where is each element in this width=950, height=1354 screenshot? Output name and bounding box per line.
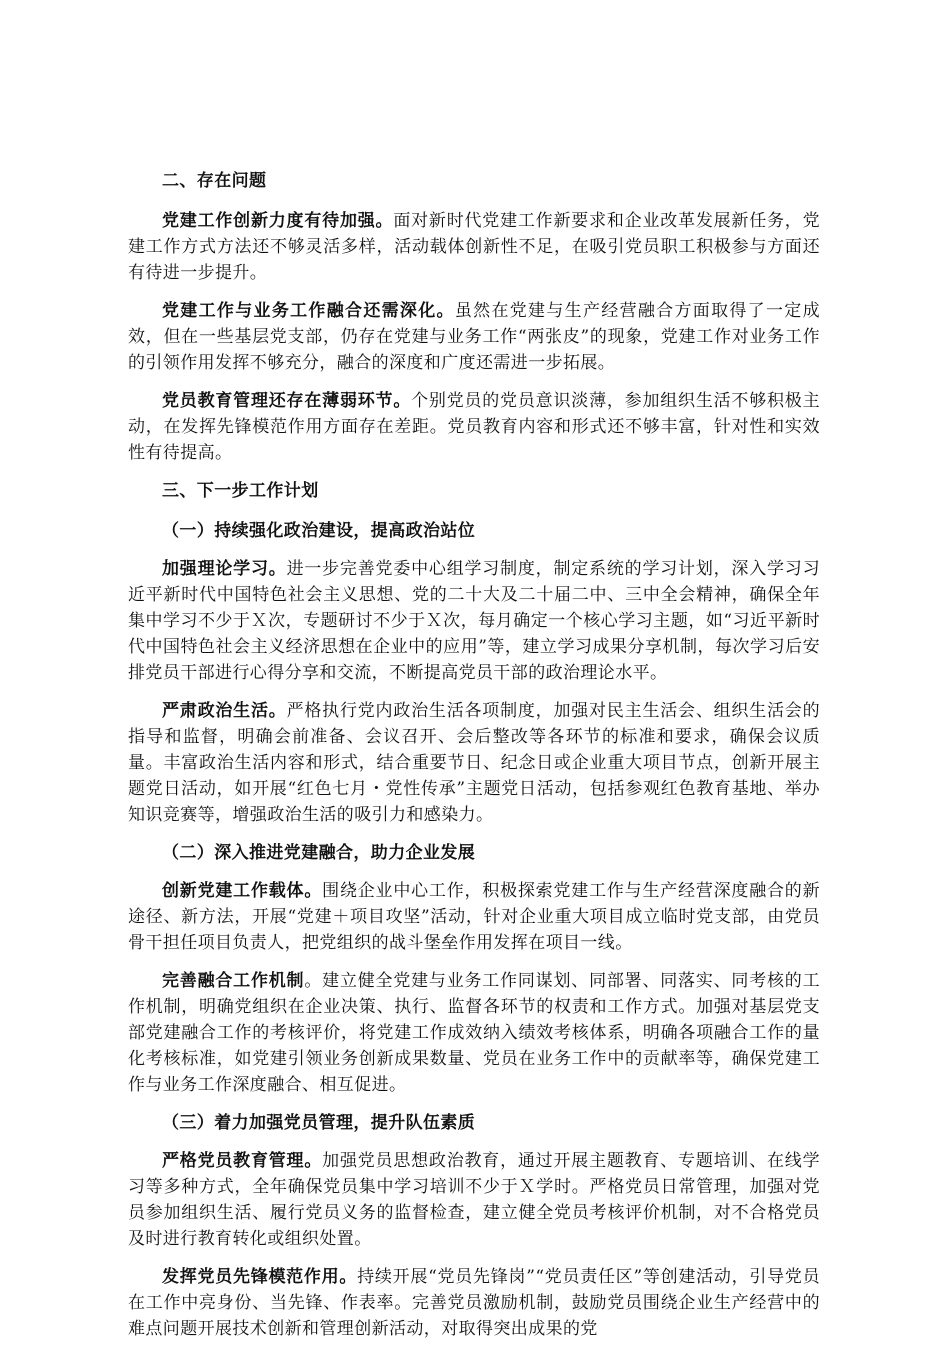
paragraph-lead: 完善融合工作机制 xyxy=(162,971,305,991)
paragraph-member-education xyxy=(128,1148,820,1252)
paragraph-body: 虽然在党建与生产经营融合方面取得了一定成效，但在一些基层党支部，仍存在党建与业务工作“两张皮”的现象，党建工作对业务工作的引领作用发挥不够充分，融合的深度和广度还需进一步拓展。 xyxy=(128,301,820,373)
subsection-title-political: （一）持续强化政治建设，提高政治站位 xyxy=(162,521,476,541)
paragraph-body: 严格执行党内政治生活各项制度，加强对民主生活会、组织生活会的指导和监督，明确会前准备、会议召开、会后整改等各环节的标准和要求，确保会议质量。丰富政治生活内容和形式，结合重要节日、纪念日或企业重大项目节点，创新开展主题党日活动，如开展“红色七月・党性传承”主题党日活动，包括参观红色教育基地、举办知识竞赛等，增强政治生活的吸引力和感染力。 xyxy=(128,701,820,825)
paragraph-vanguard-role xyxy=(128,1264,820,1342)
paragraph-body: 面对新时代党建工作新要求和企业改革发展新任务，党建工作方式方法还不够灵活多样，活动载体创新性不足，在吸引党员职工积极参与方面还有待进一步提升。 xyxy=(128,211,820,283)
paragraph-problem-innovation xyxy=(128,208,820,286)
paragraph-body: 加强党员思想政治教育，通过开展主题教育、专题培训、在线学习等多种方式，全年确保党员集中学习培训不少于Ｘ学时。严格党员日常管理，加强对党员参加组织生活、履行党员义务的监督检查，建立健全党员考核评价机制，对不合格党员及时进行教育转化或组织处置。 xyxy=(128,1151,820,1249)
paragraph-problem-education xyxy=(128,388,820,466)
paragraph-political-life xyxy=(128,698,820,828)
paragraph-body: 围绕企业中心工作，积极探索党建工作与生产经营深度融合的新途径、新方法，开展“党建＋项目攻坚”活动，针对企业重大项目成立临时党支部，由党员骨干担任项目负责人，把党组织的战斗堡垒作用发挥在项目一线。 xyxy=(128,881,820,953)
section-heading-plan: 三、下一步工作计划 xyxy=(162,481,319,501)
subsection-title-member-management: （三）着力加强党员管理，提升队伍素质 xyxy=(162,1113,476,1133)
paragraph-body: 进一步完善党委中心组学习制度，制定系统的学习计划，深入学习习近平新时代中国特色社会主义思想、党的二十大及二十届二中、三中全会精神，确保全年集中学习不少于Ｘ次，专题研讨不少于Ｘ次，每月确定一个核心学习主题，如“习近平新时代中国特色社会主义经济思想在企业中的应用”等，建立学习成果分享机制，每次学习后安排党员干部进行心得分享和交流，不断提高党员干部的政治理论水平。 xyxy=(128,559,820,683)
paragraph-theory-study xyxy=(128,556,820,686)
paragraph-body: 持续开展“党员先锋岗”“党员责任区”等创建活动，引导党员在工作中亮身份、当先锋、作表率。完善党员激励机制，鼓励党员围绕企业生产经营中的难点问题开展技术创新和管理创新活动，对取得突出成果的党 xyxy=(128,1267,820,1339)
paragraph-innovate-carriers xyxy=(128,878,820,956)
paragraph-lead: 创新党建工作载体。 xyxy=(162,881,323,901)
paragraph-lead: 严格党员教育管理。 xyxy=(162,1151,323,1171)
paragraph-lead: 严肃政治生活。 xyxy=(162,701,287,721)
paragraph-body: 。建立健全党建与业务工作同谋划、同部署、同落实、同考核的工作机制，明确党组织在企业决策、执行、监督各环节的权责和工作方式。加强对基层党支部党建融合工作的考核评价，将党建工作成效纳入绩效考核体系，明确各项融合工作的量化考核标准，如党建引领业务创新成果数量、党员在业务工作中的贡献率等，确保党建工作与业务工作深度融合、相互促进。 xyxy=(128,971,820,1095)
document-page xyxy=(128,168,820,1354)
section-heading-problems: 二、存在问题 xyxy=(162,171,267,191)
paragraph-lead: 党建工作创新力度有待加强。 xyxy=(162,211,394,231)
paragraph-body: 个别党员的党员意识淡薄，参加组织生活不够积极主动，在发挥先锋模范作用方面存在差距。党员教育内容和形式还不够丰富，针对性和实效性有待提高。 xyxy=(128,391,820,463)
subsection-title-integration: （二）深入推进党建融合，助力企业发展 xyxy=(162,843,476,863)
paragraph-problem-integration xyxy=(128,298,820,376)
paragraph-integration-mechanism xyxy=(128,968,820,1098)
paragraph-lead: 发挥党员先锋模范作用。 xyxy=(162,1267,358,1287)
paragraph-lead: 加强理论学习。 xyxy=(162,559,287,579)
paragraph-lead: 党建工作与业务工作融合还需深化。 xyxy=(162,301,455,321)
paragraph-lead: 党员教育管理还存在薄弱环节。 xyxy=(162,391,412,411)
